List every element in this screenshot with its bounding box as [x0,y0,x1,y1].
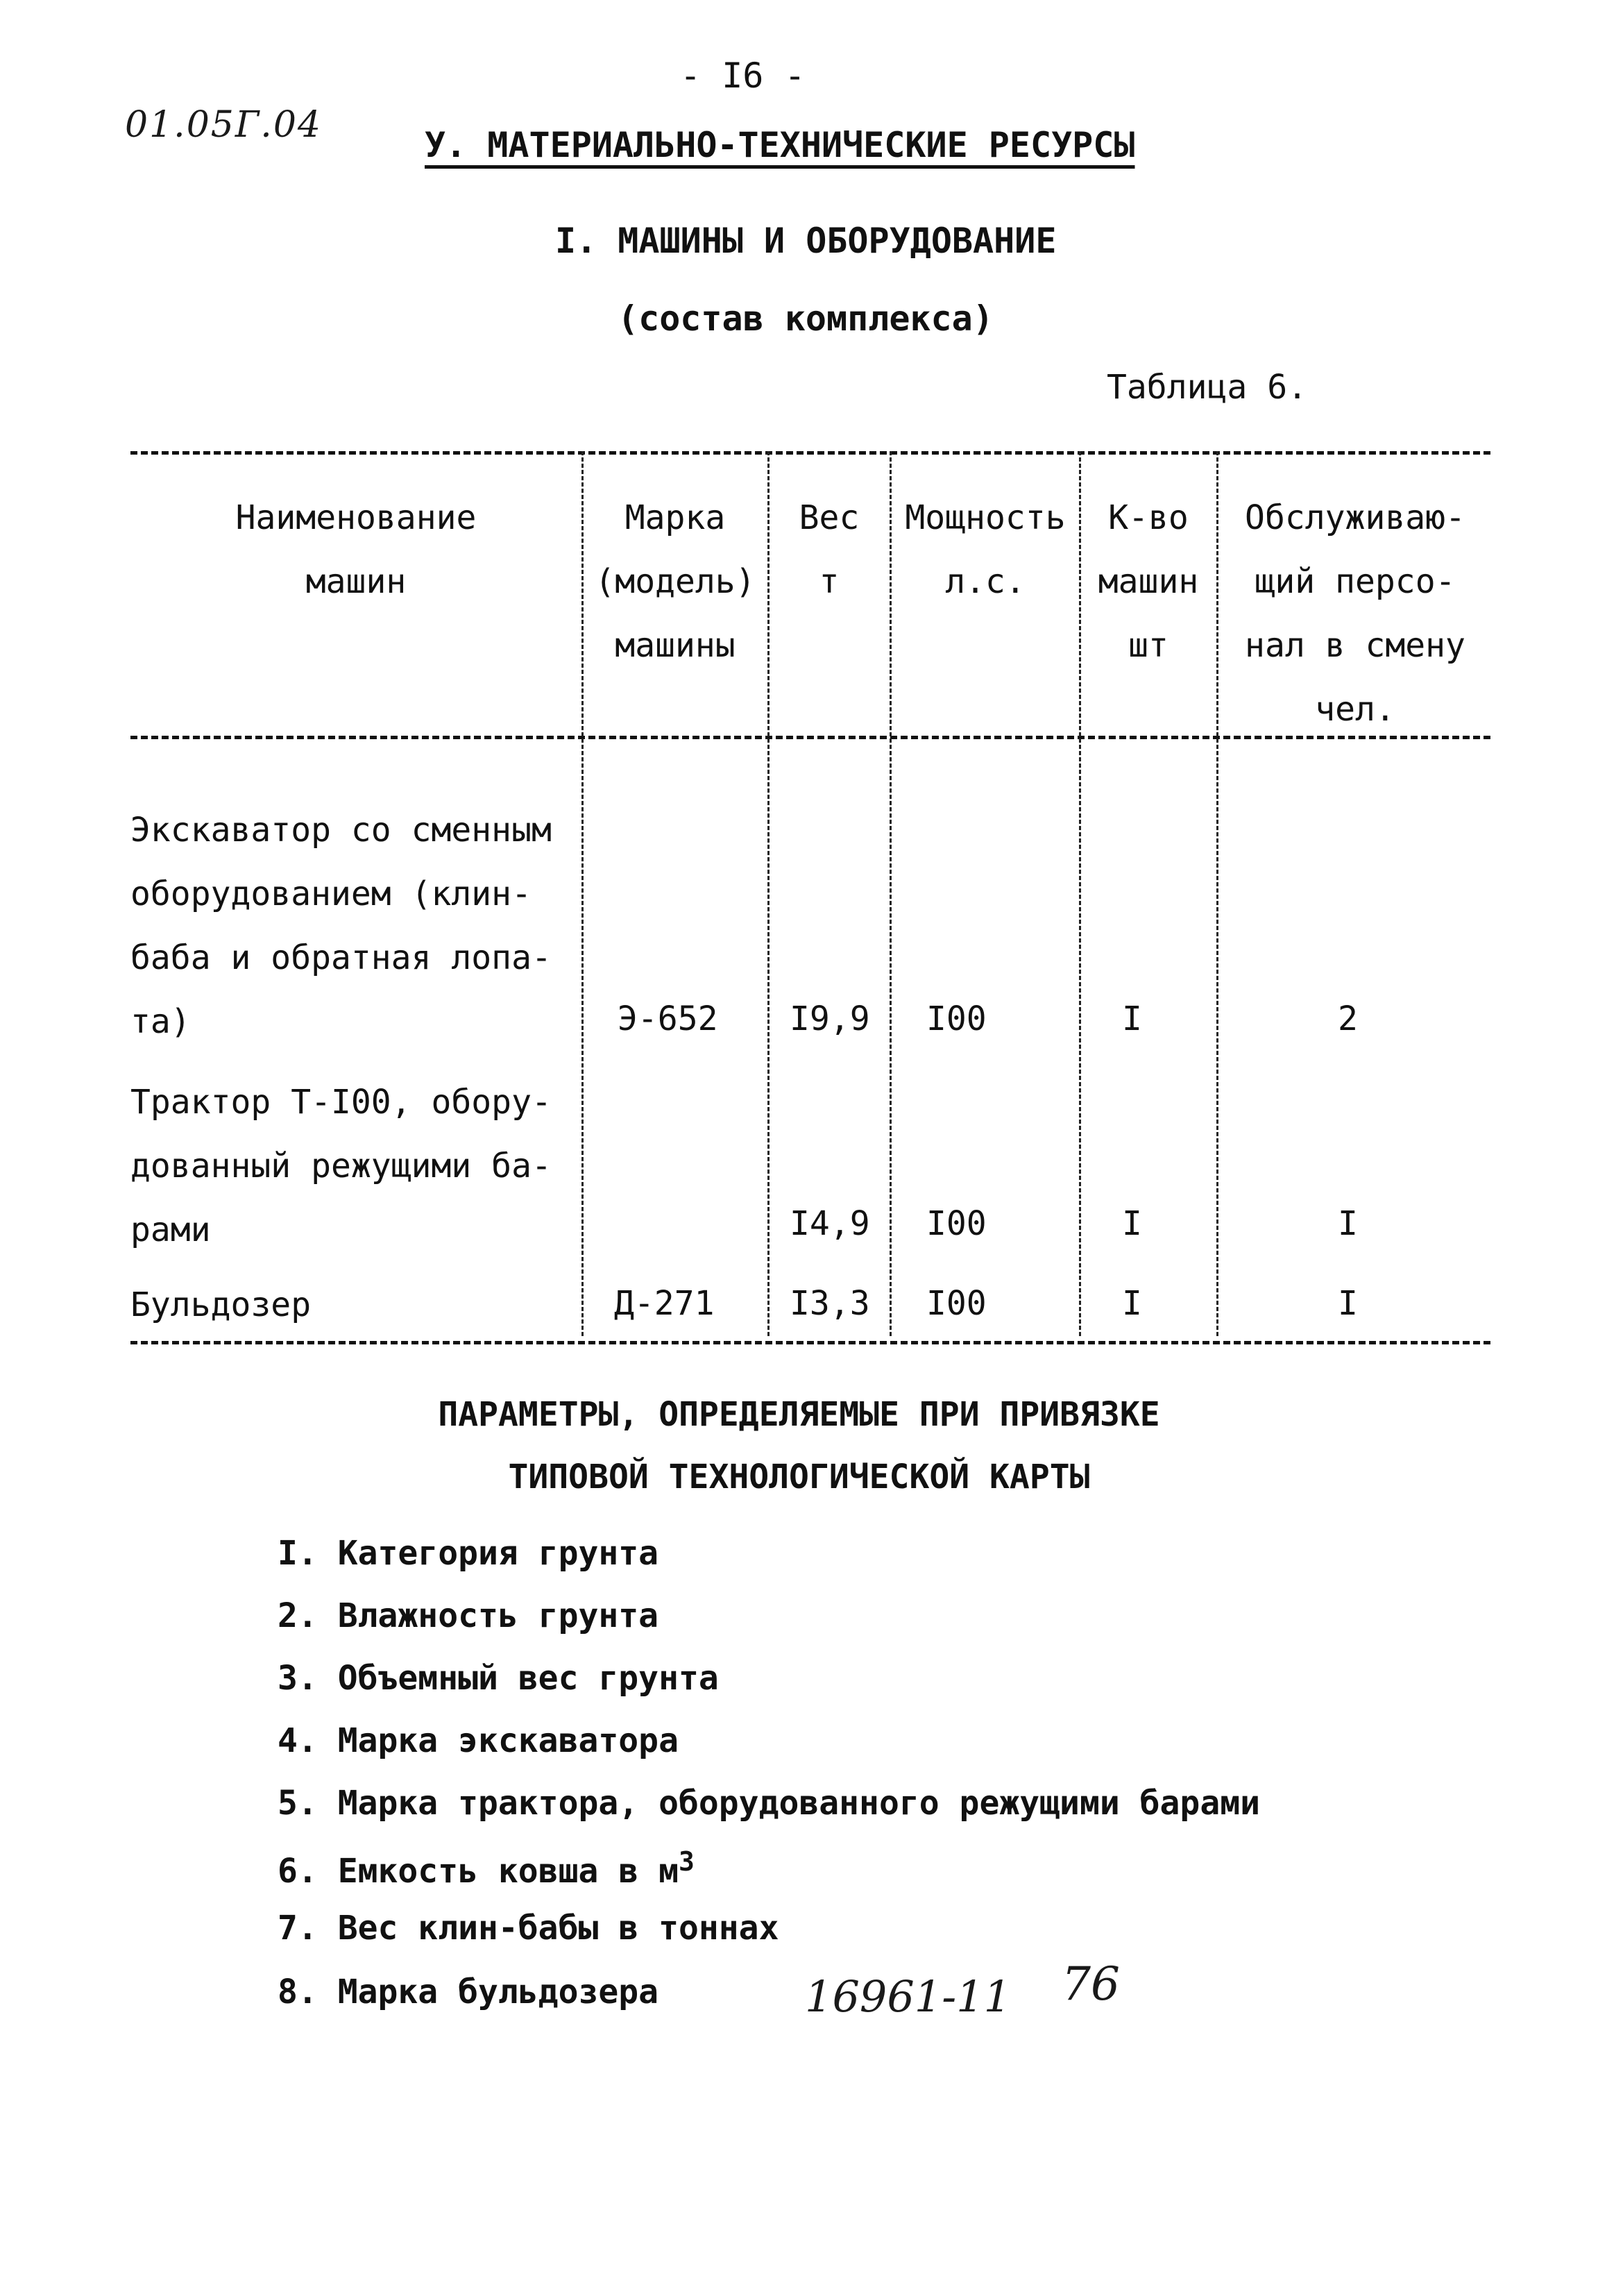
subsection-note: (состав комплекса) [618,298,994,339]
table-caption: Таблица 6. [1107,368,1307,407]
header-power: Мощность л.с. [905,498,1066,601]
parameters-title-line-2: ТИПОВОЙ ТЕХНОЛОГИЧЕСКОЙ КАРТЫ [508,1458,1090,1496]
parameters-title-line-1: ПАРАМЕТРЫ, ОПРЕДЕЛЯЕМЫЕ ПРИ ПРИВЯЗКЕ [438,1395,1160,1434]
table-cell-power: I00 [926,1284,987,1323]
table-cell-count: I [1122,999,1142,1038]
header-weight: Вес т [799,498,860,601]
header-machine-name: Наименование машин [235,498,477,601]
table-row-name: Бульдозер [130,1285,312,1324]
table-cell-model: Э-652 [618,999,718,1038]
table-top-rule [130,451,1490,455]
header-model: Марка (модель) машины [595,498,756,665]
column-divider [1079,451,1081,1336]
table-cell-weight: I4,9 [790,1204,870,1243]
table-row-name: Трактор Т-I00, обору- дованный режущими бa- рами [130,1083,552,1249]
subsection-title: I. МАШИНЫ И ОБОРУДОВАНИЕ [555,221,1057,261]
column-divider [581,451,584,1336]
parameter-item: 7. Вес клин-бабы в тоннах [278,1909,779,1948]
archive-number: 16961-11 [805,1971,1012,2022]
table-cell-power: I00 [926,1204,987,1243]
table-row-name: Экскаватор со сменным оборудованием (клин- баба и обратная лопа- та) [130,811,552,1041]
column-divider [890,451,892,1336]
header-staff: Обслуживаю- щий персо- нал в смену чел. [1245,498,1465,729]
superscript-cube: 3 [678,1846,695,1877]
parameter-item: 8. Марка бульдозера [278,1973,659,2011]
column-divider [767,451,770,1336]
column-divider [1216,451,1218,1336]
table-cell-weight: I3,3 [790,1284,870,1323]
document-code: 01.05Г.04 [125,104,322,146]
table-cell-power: I00 [926,999,987,1038]
table-cell-count: I [1122,1284,1142,1323]
table-cell-staff: 2 [1338,999,1358,1038]
table-bottom-rule [130,1341,1490,1344]
table-cell-weight: I9,9 [790,999,870,1038]
parameter-item: 4. Марка экскаватора [278,1721,679,1760]
page-number: - I6 - [680,56,806,96]
parameter-item: 2. Влажность грунта [278,1596,659,1635]
parameter-item: 6. Емкость ковша в $м^3$ [278,1846,695,1891]
parameter-item: I. Категория грунта [278,1534,659,1573]
table-cell-count: I [1122,1204,1142,1243]
header-count: К-во машин шт [1098,498,1199,665]
parameter-item: 3. Объемный вес грунта [278,1659,719,1698]
table-cell-staff: I [1338,1284,1358,1323]
sheet-number: 76 [1062,1957,1120,2011]
table-cell-model: Д-271 [614,1284,715,1323]
parameter-item: 5. Марка трактора, оборудованного режущими барами [278,1784,1261,1823]
table-cell-staff: I [1338,1204,1358,1243]
section-title: У. МАТЕРИАЛЬНО-ТЕХНИЧЕСКИЕ РЕСУРСЫ [425,125,1135,165]
